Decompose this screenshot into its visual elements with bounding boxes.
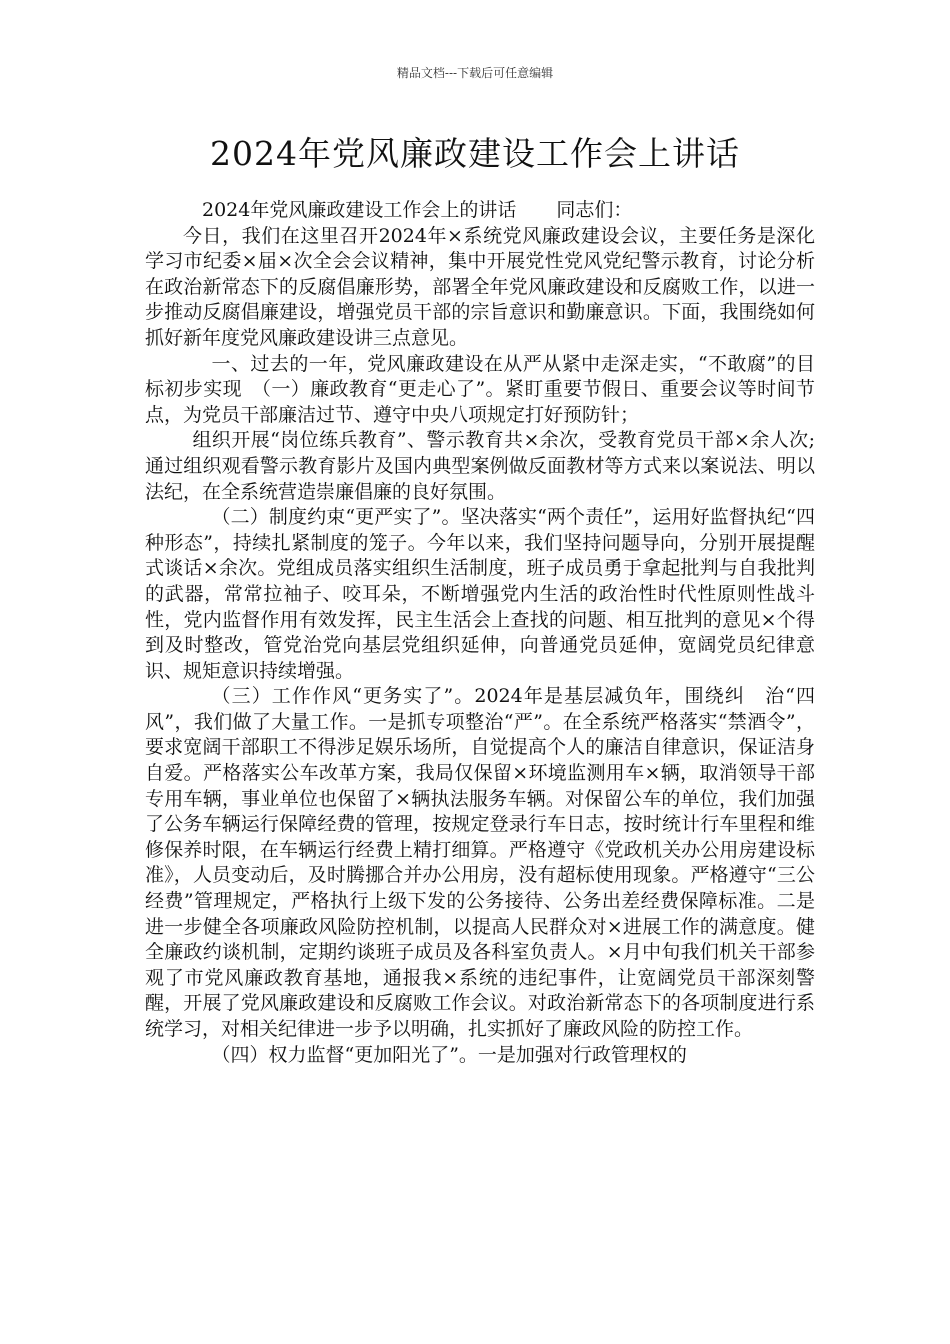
paragraph-section-one: 一、过去的一年，党风廉政建设在从严从紧中走深走实，“不敢腐”的目标初步实现 （一）廉政教育“更走心了”。紧盯重要节假日、重要会议等时间节点，为党员干部廉洁过节、遵守中央八项规定打好预防针； <box>145 352 815 426</box>
lead-line <box>145 198 815 224</box>
header-note: 精品文档---下载后可任意编辑 <box>396 66 554 80</box>
paragraph-intro: 今日，我们在这里召开2024年×系统党风廉政建设会议，主要任务是深化学习市纪委×届×次全会会议精神，集中开展党性党风党纪警示教育，讨论分析在政治新常态下的反腐倡廉形势，部署全年党风廉政建设和反腐败工作，以进一步推动反腐倡廉建设，增强党员干部的宗旨意识和勤廉意识。下面，我围绕如何抓好新年度党风廉政建设讲三点意见。 <box>145 224 815 349</box>
paragraph-work-style: （三）工作作风“更务实了”。2024年是基层减负年，围绕纠 治“四风”，我们做了大量工作。一是抓专项整治“严”。在全系统严格落实“禁酒令”，要求宽阔干部职工不得涉足娱乐场所，自觉提高个人的廉洁自律意识，保证洁身自爱。严格落实公车改革方案，我局仅保留×环境监测用车×辆，取消领导干部专用车辆，事业单位也保留了×辆执法服务车辆。对保留公车的单位，我们加强了公务车辆运行保障经费的管理，按规定登录行车日志，按时统计行车里程和维修保养时限，在车辆运行经费上精打细算。严格遵守《党政机关办公用房建设标准》，人员变动后，及时腾挪合并办公用房，没有超标使用现象。严格遵守“三公经费”管理规定，严格执行上级下发的公务接待、公务出差经费保障标准。二是进一步健全各项廉政风险防控机制，以提高人民群众对×进展工作的满意度。健全廉政约谈机制，定期约谈班子成员及各科室负责人。×月中旬我们机关干部参观了市党风廉政教育基地，通报我×系统的违纪事件，让宽阔党员干部深刻警醒，开展了党风廉政建设和反腐败工作会议。对政治新常态下的各项制度进行系统学习，对相关纪律进一步予以明确，扎实抓好了廉政风险的防控工作。 <box>145 685 815 1040</box>
paragraph-institution: （二）制度约束“更严实了”。坚决落实“两个责任”，运用好监督执纪“四种形态”，持续扎紧制度的笼子。今年以来，我们坚持问题导向，分别开展提醒式谈话×余次。党组成员落实组织生活制度，班子成员勇于拿起批判与自我批判的武器，常常拉袖子、咬耳朵，不断增强党内生活的政治性时代性原则性战斗性，党内监督作用有效发挥，民主生活会上查找的问题、相互批判的意见×个得到及时整改，管党治党向基层党组织延伸，向普通党员延伸，宽阔党员纪律意识、规矩意识持续增强。 <box>145 506 815 682</box>
document-title: 2024年党风廉政建设工作会上讲话 <box>210 134 740 173</box>
paragraph-power-supervision: （四）权力监督“更加阳光了”。一是加强对行政管理权的 <box>211 1043 687 1066</box>
document-body <box>145 198 815 1068</box>
paragraph-education: 组织开展“岗位练兵教育”、警示教育共×余次，受教育党员干部×余人次;通过组织观看警示教育影片及国内典型案例做反面教材等方式来以案说法、明以法纪，在全系统营造崇廉倡廉的良好氛围。 <box>145 429 815 503</box>
lead-heading: 2024年党风廉政建设工作会上的讲话 <box>202 199 517 221</box>
salutation: 同志们： <box>556 199 633 221</box>
